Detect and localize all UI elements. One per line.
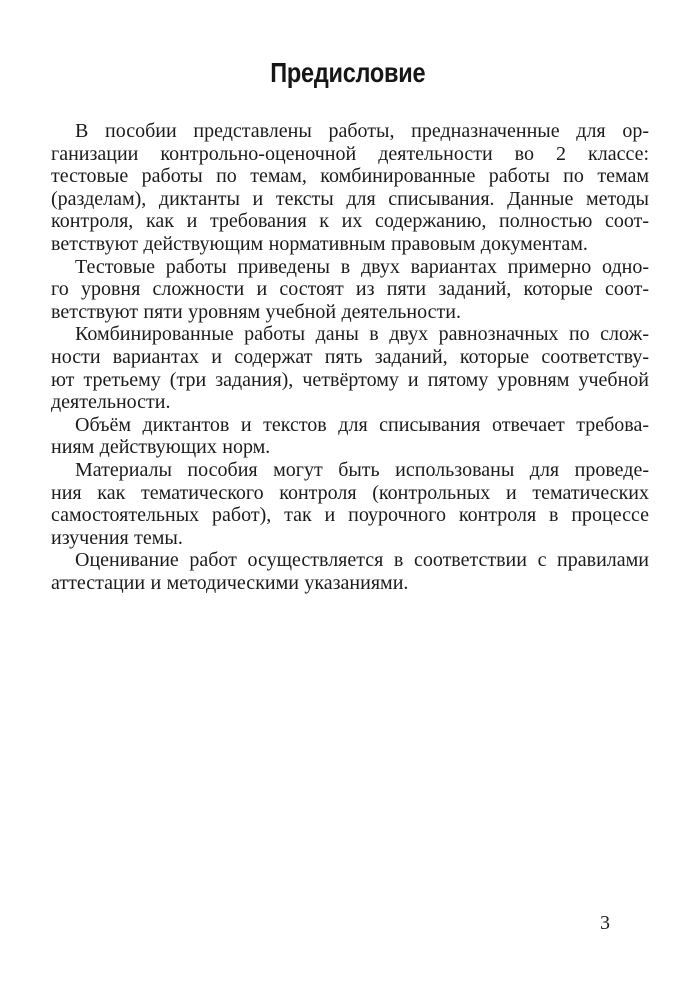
text-line: ния как тематического контроля (контрольных и тематических bbox=[51, 481, 649, 504]
text-line: ниям действующих норм. bbox=[51, 436, 271, 459]
text-line: аттестации и методическими указаниями. bbox=[51, 571, 409, 594]
paragraph bbox=[51, 549, 649, 594]
paragraph bbox=[51, 323, 649, 413]
paragraph bbox=[51, 256, 649, 324]
paragraph bbox=[51, 459, 649, 549]
text-line: ветствуют действующим нормативным правовым документам. bbox=[51, 232, 588, 255]
text-line: го уровня сложности и состоят из пяти заданий, которые соот- bbox=[51, 278, 649, 301]
text-line: тестовые работы по темам, комбинированные работы по темам bbox=[51, 165, 649, 188]
text-line: (разделам), диктанты и тексты для списывания. Данные методы bbox=[51, 187, 649, 210]
text-line: В пособии представлены работы, предназначенные для ор- bbox=[75, 120, 649, 142]
text-line: деятельности. bbox=[51, 391, 171, 414]
text-line: Материалы пособия могут быть использованы для проведе- bbox=[75, 458, 649, 481]
text-line: Комбинированные работы даны в двух равнозначных по слож- bbox=[75, 323, 649, 346]
text-line: самостоятельных работ), так и поурочного контроля в процессе bbox=[51, 504, 649, 527]
page-title: Предисловие bbox=[270, 57, 426, 88]
text-line: ганизации контрольно-оценочной деятельности во 2 классе: bbox=[51, 142, 649, 165]
text-line: контроля, как и требования к их содержанию, полностью соот- bbox=[51, 210, 649, 233]
page-number: 3 bbox=[600, 912, 610, 934]
text-line: изучения темы. bbox=[51, 526, 183, 549]
text-line: ветствуют пяти уровням учебной деятельности. bbox=[51, 300, 461, 323]
body-text bbox=[51, 120, 649, 594]
text-line: ности вариантах и содержат пять заданий, которые соответству- bbox=[51, 345, 649, 368]
text-line: ют третьему (три задания), четвёртому и пятому уровням учебной bbox=[51, 368, 649, 391]
paragraph bbox=[51, 120, 649, 256]
text-line: Объём диктантов и текстов для списывания отвечает требова- bbox=[75, 413, 649, 436]
paragraph bbox=[51, 414, 649, 459]
text-line: Оценивание работ осуществляется в соответствии с правилами bbox=[75, 549, 649, 572]
text-line: Тестовые работы приведены в двух вариантах примерно одно- bbox=[75, 255, 649, 278]
